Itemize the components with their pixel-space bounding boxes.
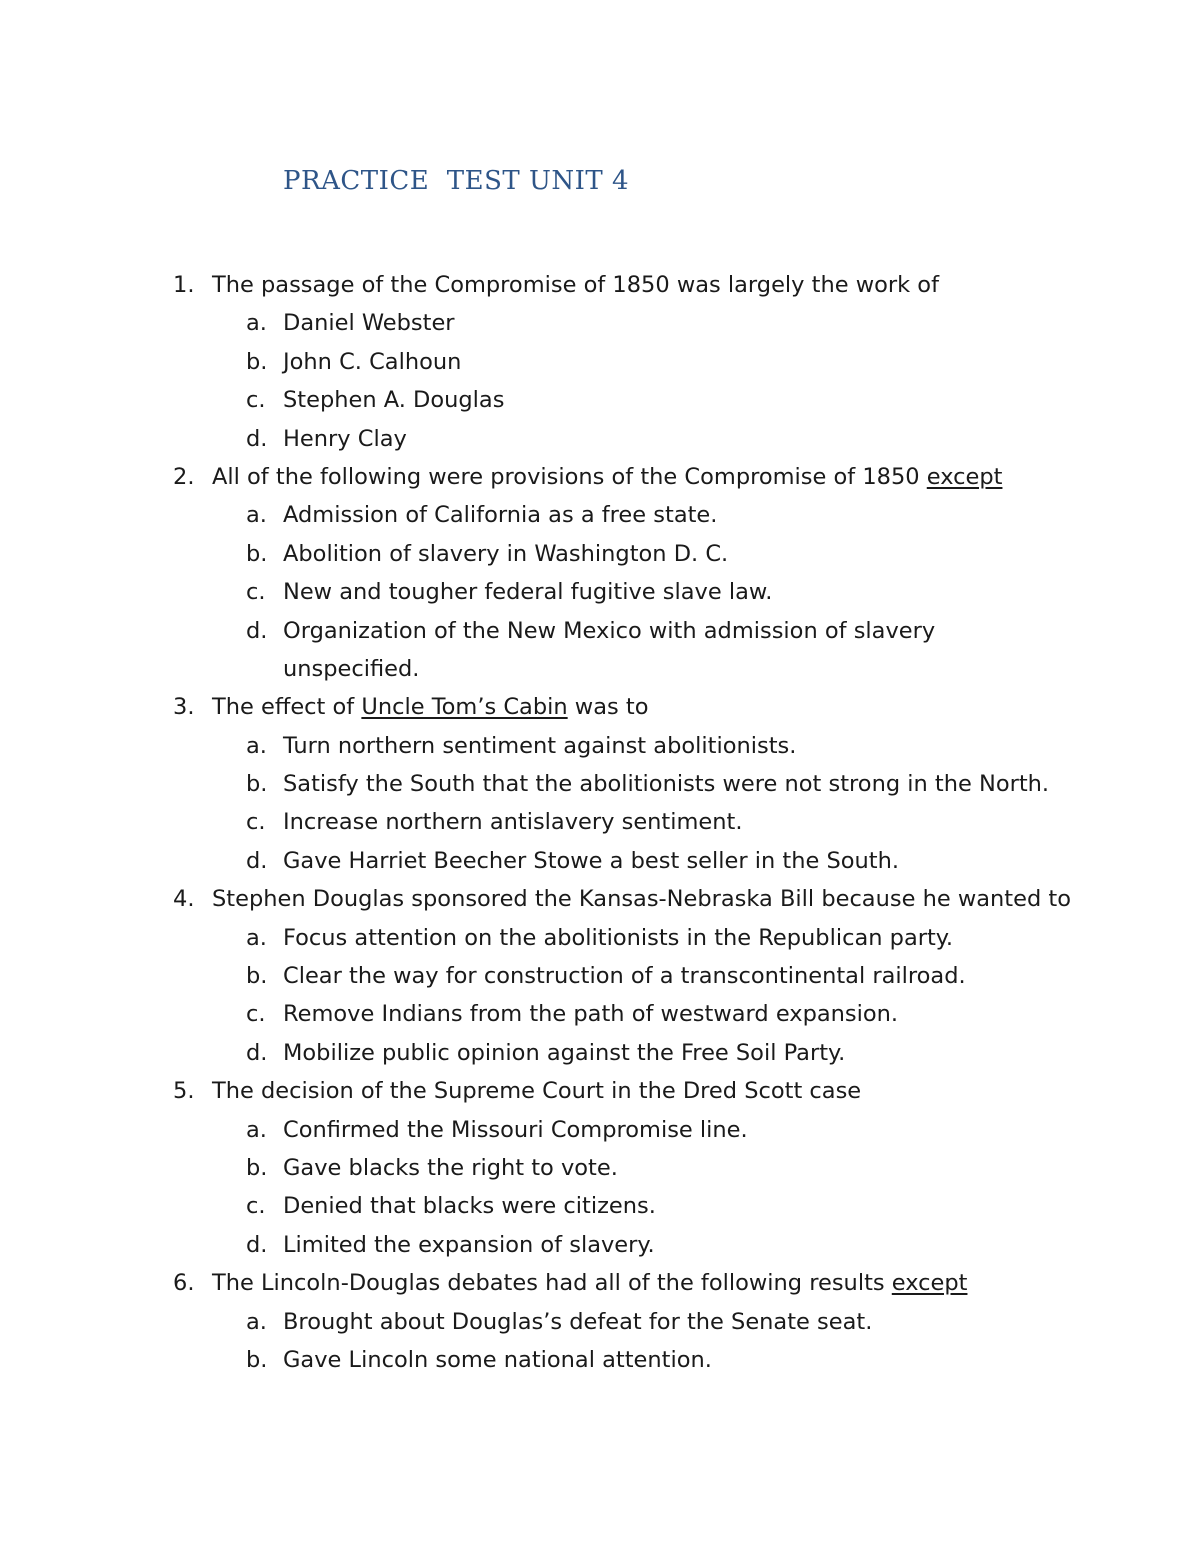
question-text: Stephen Douglas sponsored the Kansas-Nebraska Bill because he wanted to <box>212 886 1071 913</box>
option-text: Clear the way for construction of a transcontinental railroad. <box>283 963 966 990</box>
option-text: Turn northern sentiment against abolitionists. <box>283 732 797 759</box>
option-letter: d. <box>246 1231 268 1258</box>
option-text: John C. Calhoun <box>283 348 462 375</box>
option-letter: c. <box>246 579 266 606</box>
option-letter: a. <box>246 310 267 337</box>
underlined-text: except <box>891 1270 968 1297</box>
answer-option <box>0 995 1200 1033</box>
option-letter: c. <box>246 1193 266 1220</box>
answer-option <box>0 343 1200 381</box>
answer-option <box>0 1341 1200 1379</box>
option-text: Daniel Webster <box>283 310 455 337</box>
question-item <box>0 266 1200 304</box>
option-letter: b. <box>246 963 268 990</box>
answer-option <box>0 1111 1200 1149</box>
answer-option <box>0 919 1200 957</box>
answer-option <box>0 957 1200 995</box>
answer-option <box>0 1303 1200 1341</box>
option-text: Gave Lincoln some national attention. <box>283 1346 712 1373</box>
option-letter: a. <box>246 1116 267 1143</box>
option-letter: a. <box>246 732 267 759</box>
option-letter: b. <box>246 348 268 375</box>
answer-option <box>0 727 1200 765</box>
question-item <box>0 458 1200 496</box>
answer-option <box>0 1226 1200 1264</box>
option-text: unspecified. <box>283 655 420 682</box>
answer-option <box>0 304 1200 342</box>
answer-option <box>0 650 1200 688</box>
question-number: 4. <box>173 886 195 913</box>
option-text: Confirmed the Missouri Compromise line. <box>283 1116 748 1143</box>
answer-option <box>0 803 1200 841</box>
question-item <box>0 688 1200 726</box>
question-text: The decision of the Supreme Court in the Dred Scott case <box>212 1078 862 1105</box>
option-text: Limited the expansion of slavery. <box>283 1231 655 1258</box>
answer-option <box>0 573 1200 611</box>
question-text: The passage of the Compromise of 1850 was largely the work of <box>212 272 939 298</box>
question-item <box>0 1072 1200 1110</box>
option-text: Denied that blacks were citizens. <box>283 1193 656 1220</box>
option-letter: b. <box>246 1346 268 1373</box>
answer-option <box>0 842 1200 880</box>
question-text: The Lincoln-Douglas debates had all of the following results except <box>212 1270 968 1297</box>
question-number: 2. <box>173 463 195 490</box>
option-text: Satisfy the South that the abolitionists were not strong in the North. <box>283 771 1050 798</box>
answer-option <box>0 535 1200 573</box>
option-text: Gave Harriet Beecher Stowe a best seller in the South. <box>283 847 900 874</box>
option-text: Remove Indians from the path of westward expansion. <box>283 1001 899 1028</box>
question-text: All of the following were provisions of the Compromise of 1850 except <box>212 463 1003 490</box>
option-letter: b. <box>246 1154 268 1181</box>
option-text: Abolition of slavery in Washington D. C. <box>283 540 729 567</box>
answer-option <box>0 496 1200 534</box>
option-letter: d. <box>246 617 268 644</box>
answer-option <box>0 765 1200 803</box>
question-item <box>0 880 1200 918</box>
option-text: Admission of California as a free state. <box>283 502 718 529</box>
option-letter: c. <box>246 387 266 414</box>
option-letter: a. <box>246 1308 267 1335</box>
option-text: Henry Clay <box>283 425 407 452</box>
option-text: Mobilize public opinion against the Free Soil Party. <box>283 1039 846 1066</box>
question-text: The effect of Uncle Tom’s Cabin was to <box>212 694 649 721</box>
answer-option <box>0 420 1200 458</box>
answer-option <box>0 381 1200 419</box>
option-letter: d. <box>246 1039 268 1066</box>
question-number: 5. <box>173 1078 195 1105</box>
option-text: Stephen A. Douglas <box>283 387 505 414</box>
option-text: Organization of the New Mexico with admission of slavery <box>283 617 936 644</box>
option-letter: a. <box>246 502 267 529</box>
answer-option <box>0 1034 1200 1072</box>
option-text: Increase northern antislavery sentiment. <box>283 809 743 836</box>
question-number: 6. <box>173 1270 195 1297</box>
question-list <box>0 266 1200 1379</box>
option-text: New and tougher federal fugitive slave law. <box>283 579 773 606</box>
option-text: Focus attention on the abolitionists in the Republican party. <box>283 924 954 951</box>
option-letter: a. <box>246 924 267 951</box>
underlined-text: Uncle Tom’s Cabin <box>361 694 568 721</box>
option-letter: b. <box>246 540 268 567</box>
option-text: Gave blacks the right to vote. <box>283 1154 618 1181</box>
answer-option <box>0 1187 1200 1225</box>
option-letter: d. <box>246 847 268 874</box>
option-letter: c. <box>246 1001 266 1028</box>
answer-option <box>0 1149 1200 1187</box>
question-number: 3. <box>173 694 195 721</box>
option-letter: b. <box>246 771 268 798</box>
page-title: PRACTICE TEST UNIT 4 <box>283 166 630 196</box>
question-item <box>0 1264 1200 1302</box>
answer-option <box>0 612 1200 650</box>
option-text: Brought about Douglas’s defeat for the Senate seat. <box>283 1308 873 1335</box>
option-letter: c. <box>246 809 266 836</box>
question-number: 1. <box>173 272 195 298</box>
option-letter: d. <box>246 425 268 452</box>
underlined-text: except <box>926 463 1003 490</box>
